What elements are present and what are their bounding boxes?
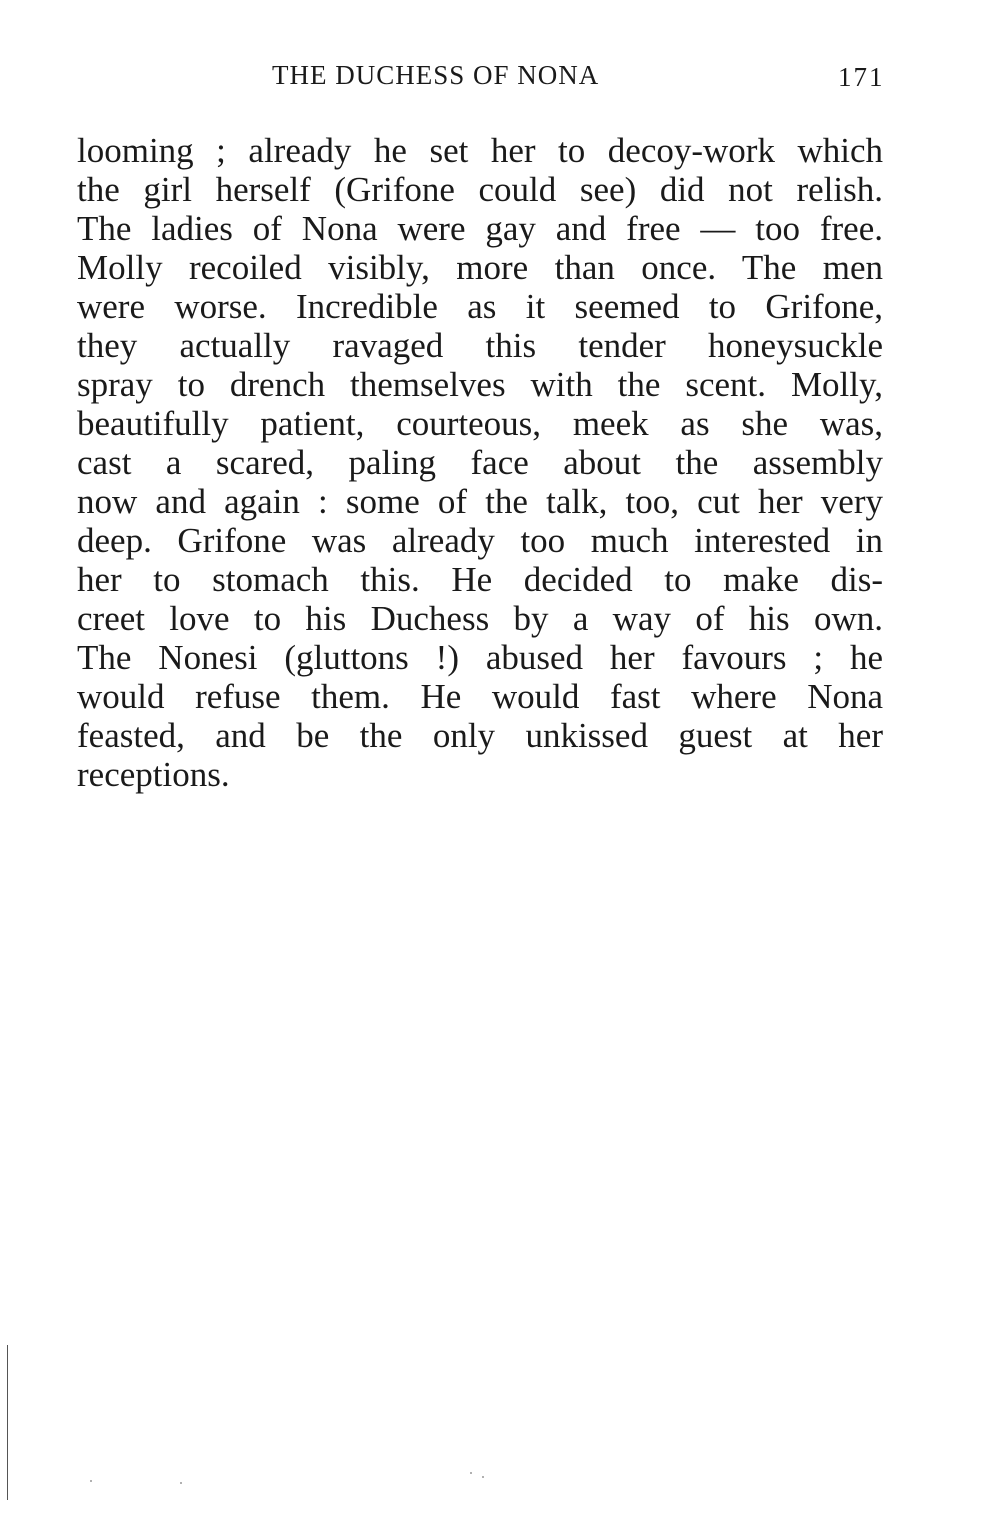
- scan-speck: [180, 1482, 182, 1484]
- text-line: now and again : some of the talk, too, cut her very: [77, 482, 883, 521]
- text-line-last: receptions.: [77, 755, 230, 794]
- running-head-title: THE DUCHESS OF NONA: [272, 60, 600, 90]
- text-line: beautifully patient, courteous, meek as she was,: [77, 404, 883, 443]
- text-line: they actually ravaged this tender honeysuckle: [77, 326, 883, 365]
- text-line: cast a scared, paling face about the assembly: [77, 443, 883, 482]
- text-line: looming ; already he set her to decoy-work which: [77, 131, 883, 170]
- scan-speck: [470, 1472, 472, 1474]
- text-line: were worse. Incredible as it seemed to Grifone,: [77, 287, 883, 326]
- text-line: feasted, and be the only unkissed guest at her: [77, 716, 883, 755]
- scan-speck: [90, 1480, 92, 1482]
- page-number: 171: [838, 62, 885, 92]
- text-line: the girl herself (Grifone could see) did not relish.: [77, 170, 883, 209]
- text-line: deep. Grifone was already too much interested in: [77, 521, 883, 560]
- text-line: Molly recoiled visibly, more than once. The men: [77, 248, 883, 287]
- body-paragraph: [77, 131, 883, 794]
- text-line: The Nonesi (gluttons !) abused her favours ; he: [77, 638, 883, 677]
- text-line: spray to drench themselves with the scent. Molly,: [77, 365, 883, 404]
- text-line: would refuse them. He would fast where Nona: [77, 677, 883, 716]
- text-line: her to stomach this. He decided to make dis-: [77, 560, 883, 599]
- scan-speck: [482, 1476, 484, 1478]
- scan-edge-line: [7, 1345, 8, 1500]
- text-line: The ladies of Nona were gay and free — too free.: [77, 209, 883, 248]
- text-line: creet love to his Duchess by a way of his own.: [77, 599, 883, 638]
